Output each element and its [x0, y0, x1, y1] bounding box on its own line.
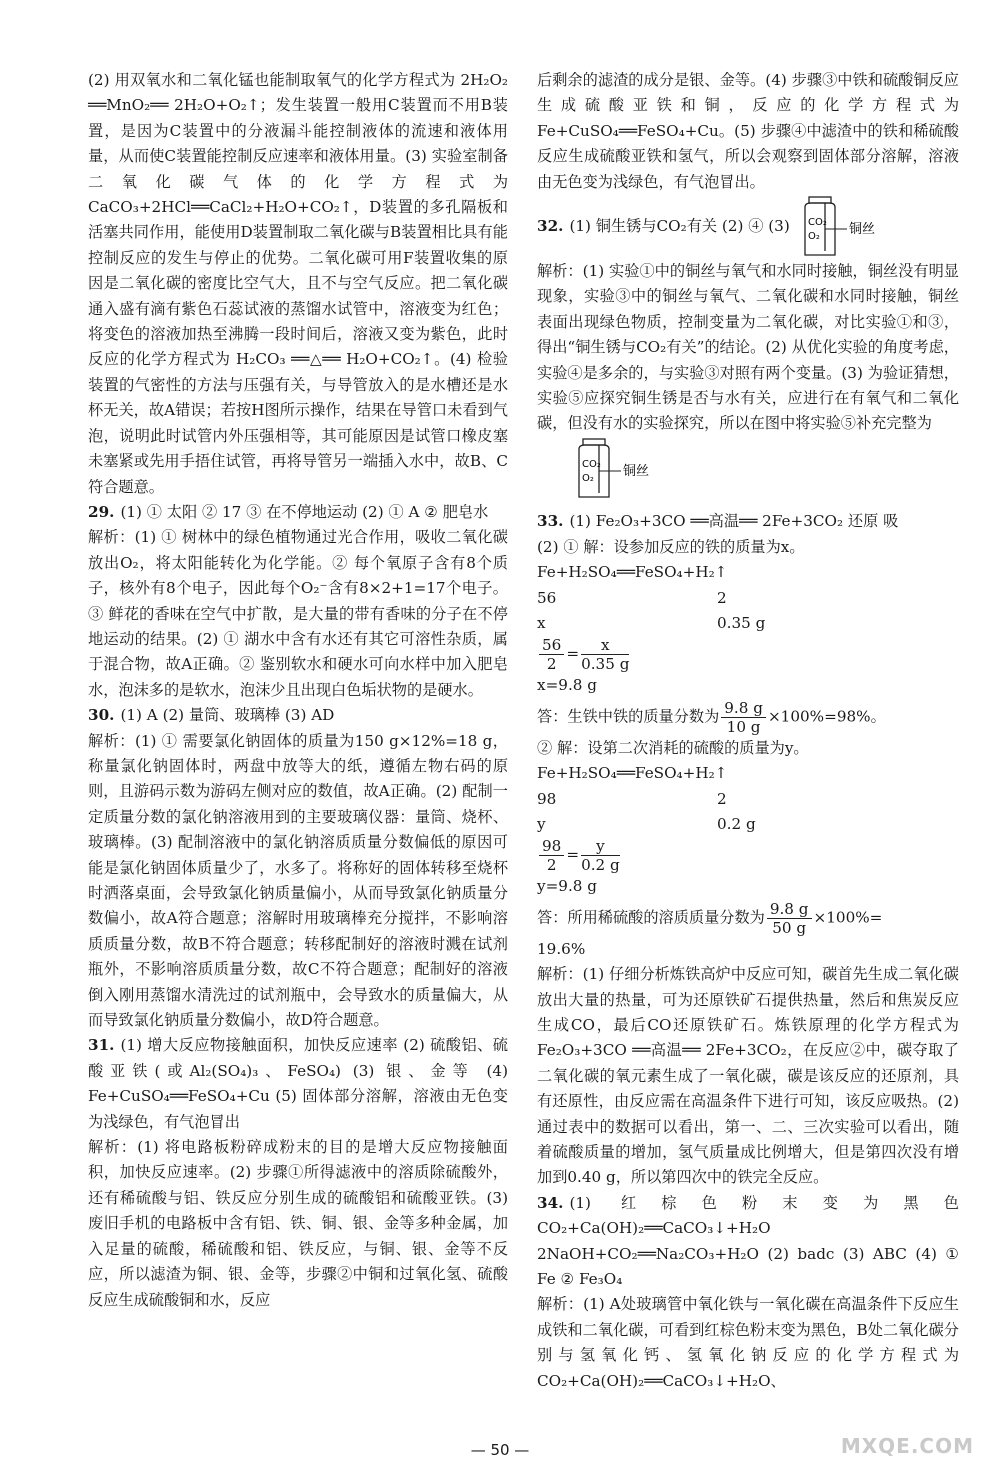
calc1-fl-bottom: 2: [546, 655, 557, 674]
q33-answer: [537, 509, 959, 534]
q34-answer-text: (1) 红棕色粉末变为黑色 CO₂+Ca(OH)₂══CaCO₃↓+H₂O 2NaOH+CO₂══Na₂CO₃+H₂O (2) badc (3) ABC (4) ① Fe ② Fe₃O₄: [537, 1193, 959, 1289]
calc1-frac-left: [539, 636, 564, 673]
jar-gas-o2: O₂: [807, 231, 820, 243]
q34-number: 34.: [537, 1193, 564, 1212]
q33-calc-2: [537, 761, 959, 962]
q29-answer-text: (1) ① 太阳 ② 17 ③ 在不停地运动 (2) ① A ② 肥皂水: [120, 502, 489, 521]
calc1-r1a: 56: [537, 588, 557, 607]
calc2-r1b: 2: [717, 789, 727, 808]
calc1-frac-right: [581, 636, 629, 673]
calc2-frac-left: [539, 837, 564, 874]
q31-answer-text: (1) 增大反应物接触面积，加快反应速率 (2) 硫酸铝、硫酸亚铁(或Al₂(SO₄)₃、FeSO₄) (3) 银、金等 (4) Fe+CuSO₄══FeSO₄+Cu (5) 固体部分溶解，溶液由无色变为浅绿色，有气泡冒出: [88, 1036, 508, 1131]
q33-part2a-intro: (2) ① 解：设参加反应的铁的质量为x。: [537, 537, 805, 556]
calc2-r2a: y: [537, 814, 546, 833]
q33-answer-text: (1) Fe₂O₃+3CO ══高温══ 2Fe+3CO₂ 还原 吸: [569, 512, 899, 531]
jar2-gas-co2: CO₂: [582, 458, 601, 470]
q29-analysis: 解析：(1) ① 树林中的绿色植物通过光合作用，吸收二氧化碳放出O₂，将太阳能转化为化学能。② 每个氧原子含有8个质子，核外有8个电子，因此每个O₂⁻含有8×2+1=17个电子。③ 鲜花的香味在空气中扩散，是大量的带有香味的分子在不停地运动的结果。(2) ① 湖水中含有水还有其它可溶性杂质，属于混合物，故A正确。② 鉴别软水和硬水可向水样中加入肥皂水，泡沫多的是软水，泡沫少且出现白色垢状物的是硬水。: [88, 528, 508, 699]
jar2-icon: [569, 437, 679, 501]
calc2-r2b: 0.2 g: [717, 814, 756, 833]
q31-answer: [88, 1033, 508, 1135]
q33-calc-1: [537, 560, 959, 736]
page-number: — 50 —: [470, 1441, 530, 1459]
q32-answer-text: (1) 铜生锈与CO₂有关 (2) ④ (3): [569, 217, 790, 236]
watermark-text: MXQE.COM: [840, 1434, 974, 1458]
calc1-r1b: 2: [717, 588, 727, 607]
calc1-equation: [537, 560, 959, 585]
calc1-row-unknown: [537, 611, 959, 636]
q31-number: 31.: [88, 1036, 115, 1055]
calc1-fr-bottom: 0.35 g: [581, 655, 630, 674]
calc1-ratio: $\frac{56}{2}$ = $\frac{x}{0.35 g}$: [537, 636, 959, 673]
calc2-row-mass: [537, 787, 959, 812]
right-column: [537, 68, 959, 1394]
calc2-ans-pre: 答：所用稀硫酸的溶质质量分数为: [537, 908, 765, 927]
watermark-logo: [800, 1382, 980, 1462]
calc2-fl-bottom: 2: [546, 856, 557, 875]
q32-number: 32.: [537, 217, 564, 236]
jar-wire-label: 铜丝: [848, 222, 875, 238]
q30-analysis: 解析：(1) ① 需要氯化钠固体的质量为150 g×12%=18 g，称量氯化钠固体时，两盘中放等大的纸，遵循左物右码的原则，且游码示数为游码左侧对应的数值，故A正确。(2) 配制一定质量分数的氯化钠溶液用到的主要玻璃仪器：量筒、烧杯、玻璃棒。(3) 配制溶液中的氯化钠溶质质量分数偏低的原因可能是氯化钠固体质量少了，水多了。将称好的固体转移至烧杯时洒落桌面，会导致氯化钠质量偏小，从而导致氯化钠质量分数偏小，故A符合题意；溶解时用玻璃棒充分搅拌，不影响溶质质量分数，故B不符合题意；转移配制好的溶液时溅在试剂瓶外，不影响溶质质量分数，故C不符合题意；配制好的溶液倒入刚用蒸馏水清洗过的试剂瓶中，会导致水的质量偏大，从而导致氯化钠质量分数偏小，故D符合题意。: [88, 731, 508, 1030]
q30-answer: [88, 703, 508, 728]
calc2-eq-text: Fe+H₂SO₄══FeSO₄+H₂↑: [537, 764, 728, 783]
jar2-wire-label: 铜丝: [623, 463, 650, 479]
calc1-answer: [537, 699, 959, 736]
q28-continued: (2) 用双氧水和二氧化锰也能制取氧气的化学方程式为 2H₂O₂ ══MnO₂══ 2H₂O+O₂↑；发生装置一般用C装置而不用B装置，是因为C装置中的分液漏斗能控制液体的流速和液体用量，从而使C装置能控制反应速率和液体用量。(3) 实验室制备二氧化碳气体的化学方程式为 CaCO₃+2HCl══CaCl₂+H₂O+CO₂↑，D装置的多孔隔板和活塞共同作用，能使用D装置制取二氧化碳与B装置相比具有能控制反应的发生与停止的优势。二氧化碳可用F装置收集的原因是二氧化碳的密度比空气大，且不与空气反应。把二氧化碳通入盛有滴有紫色石蕊试液的蒸馏水试管中，溶液变为红色；将变色的溶液加热至沸腾一段时间后，溶液又变为紫色，此时反应的化学方程式为 H₂CO₃ ══△══ H₂O+CO₂↑。(4) 检验装置的气密性的方法与压强有关，与导管放入的是水槽还是水杯无关，故A错误；若按H图所示操作，结果在导管口未看到气泡，说明此时试管内外压强相等，其可能原因是试管口橡皮塞未塞紧或先用手捂住试管，再将导管另一端插入水中，故B、C符合题意。: [88, 71, 508, 496]
q32-analysis-text: 解析：(1) 实验①中的铜丝与氧气和水同时接触，铜丝没有明显现象，实验③中的铜丝与氧气、二氧化碳和水同时接触，铜丝表面出现绿色物质，控制变量为二氧化碳，对比实验①和③，得出“铜生锈与CO₂有关”的结论。(2) 从优化实验的角度考虑，实验④是多余的，与实验③对照有两个变量。(3) 为验证猜想，实验⑤应探究铜生锈是否与水有关，应进行在有氧气和二氧化碳，但没有水的实验探究，所以在图中将实验⑤补充完整为: [537, 262, 959, 433]
calc1-fr-top: x: [581, 636, 629, 655]
q33-analysis: 解析：(1) 仔细分析炼铁高炉中反应可知，碳首先生成二氧化碳放出大量的热量，可为还原铁矿石提供热量，然后和焦炭反应生成CO，最后CO还原铁矿石。炼铁原理的化学方程式为 Fe₂O₃+3CO ══高温══ 2Fe+3CO₂，在反应②中，碳夺取了二氧化碳的氧元素生成了一氧化碳，碳是该反应的还原剂，具有还原性，由反应需在高温条件下进行可知，该反应吸热。(2) 通过表中的数据可以看出，第一、二、三次实验可以看出，随着硫酸质量的增加，氢气质量成比例增大，但是第四次没有增加到0.40 g，所以第四次中的铁完全反应。: [537, 965, 959, 1187]
q34-analysis: 解析：(1) A处玻璃管中氧化铁与一氧化碳在高温条件下反应生成铁和二氧化碳，可看到红棕色粉末变为黑色，B处二氧化碳分别与氢氧化钙、氢氧化钠反应的化学方程式为 CO₂+Ca(OH)₂══CaCO₃↓+H₂O、: [537, 1295, 959, 1390]
q30-number: 30.: [88, 706, 115, 725]
calc2-frac-right: [581, 837, 620, 874]
calc2-equation: [537, 761, 959, 786]
q29-answer: [88, 500, 508, 525]
calc2-af-bottom: 50 g: [772, 918, 807, 937]
calc2-ans-frac: [767, 900, 812, 937]
calc2-result: y=9.8 g: [537, 877, 598, 896]
calc2-row-unknown: [537, 812, 959, 837]
jar2-gas-o2: O₂: [582, 472, 594, 484]
q34-answer: [537, 1191, 959, 1293]
calc1-af-bottom: 10 g: [726, 717, 761, 736]
jar-diagram-2: [569, 437, 959, 509]
q31-analysis: 解析：(1) 将电路板粉碎成粉末的目的是增大反应物接触面积，加快反应速率。(2) 步骤①所得滤液中的溶质除硫酸外，还有稀硫酸与铝、铁反应分别生成的硫酸铝和硫酸亚铁。(3) 废旧手机的电路板中含有铝、铁、铜、银、金等多种金属，加入足量的硫酸，稀硫酸和铝、铁反应，与铜、银、金等不反应，所以滤渣为铜、银、金等，步骤②中铜和过氧化氢、硫酸反应生成硫酸铜和水，反应: [88, 1138, 508, 1309]
calc2-fr-top: y: [581, 837, 620, 856]
calc1-r2b: 0.35 g: [717, 613, 766, 632]
calc2-ans-post: ×100%=: [813, 908, 883, 927]
jar-gas-co2: CO₂: [807, 217, 827, 229]
q33-part2b-intro: ② 解：设第二次消耗的硫酸的质量为y。: [537, 738, 809, 757]
q32-answer: [537, 195, 959, 259]
calc2-r1a: 98: [537, 789, 557, 808]
calc1-fl-top: 56: [539, 636, 564, 655]
calc1-row-mass: [537, 586, 959, 611]
left-column: [88, 68, 508, 1313]
jar-diagram-icon: [795, 195, 905, 259]
calc2-ratio: $\frac{98}{2}$ = $\frac{y}{0.2 g}$: [537, 837, 959, 874]
q29-number: 29.: [88, 502, 115, 521]
q32-analysis: [537, 259, 959, 437]
q31-continued: 后剩余的滤渣的成分是银、金等。(4) 步骤③中铁和硫酸铜反应生成硫酸亚铁和铜，反应的化学方程式为 Fe+CuSO₄══FeSO₄+Cu。(5) 步骤④中滤渣中的铁和稀硫酸反应生成硫酸亚铁和氢气，所以会观察到固体部分溶解，溶液由无色变为浅绿色，有气泡冒出。: [537, 71, 959, 191]
calc2-answer: [537, 900, 959, 937]
calc1-ans-post: ×100%=98%。: [767, 707, 886, 726]
calc1-ans-pre: 答：生铁中铁的质量分数为: [537, 707, 720, 726]
q33-number: 33.: [537, 512, 564, 531]
calc2-fl-top: 98: [539, 837, 564, 856]
calc2-answer-value: 19.6%: [537, 939, 586, 958]
calc2-af-top: 9.8 g: [767, 900, 812, 919]
calc2-fr-bottom: 0.2 g: [581, 856, 620, 875]
calc1-r2a: x: [537, 613, 546, 632]
calc1-eq-text: Fe+H₂SO₄══FeSO₄+H₂↑: [537, 563, 728, 582]
calc1-af-top: 9.8 g: [721, 699, 766, 718]
calc1-ans-frac: [721, 699, 766, 736]
calc1-result: x=9.8 g: [537, 676, 597, 695]
q30-answer-text: (1) A (2) 量筒、玻璃棒 (3) AD: [120, 706, 335, 725]
